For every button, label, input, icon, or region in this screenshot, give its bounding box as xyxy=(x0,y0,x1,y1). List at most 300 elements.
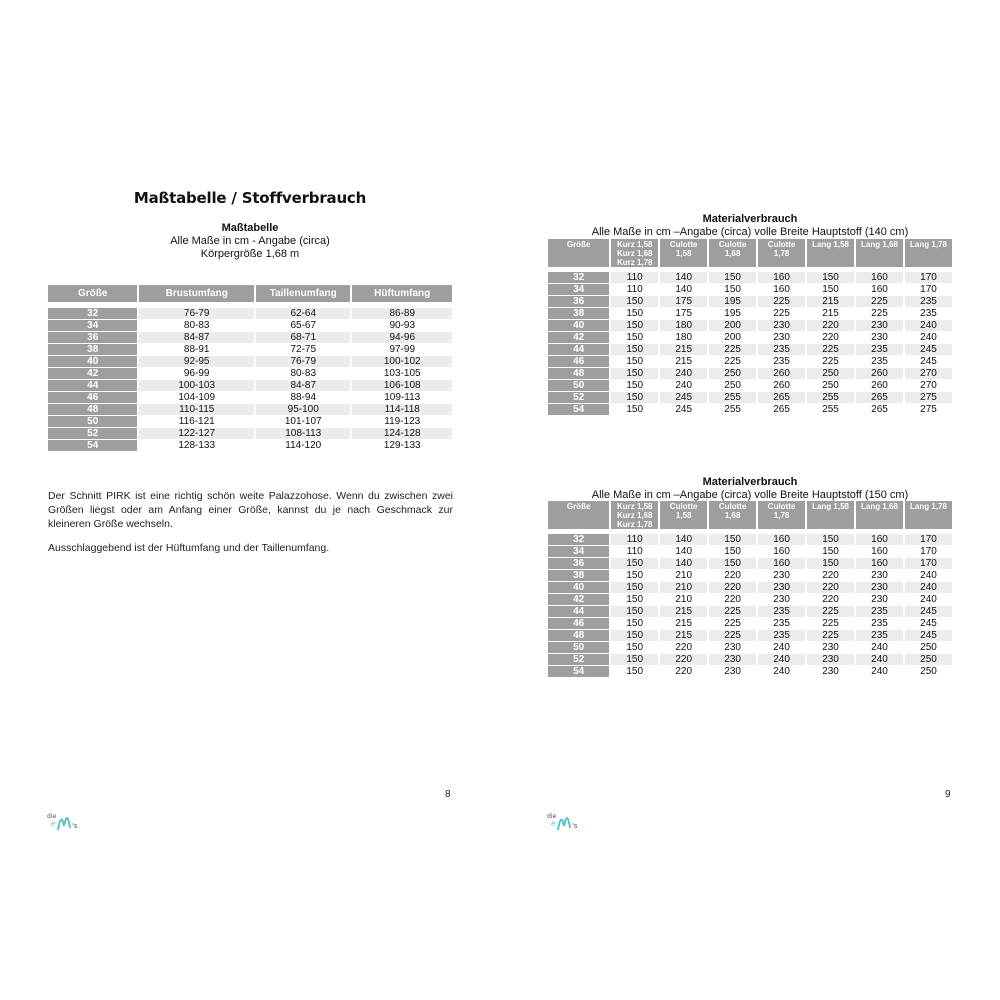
fabric-length-cell: 170 xyxy=(905,284,952,295)
column-header-line: Lang 1,68 xyxy=(861,240,898,249)
fabric-length-cell: 200 xyxy=(709,320,756,331)
fabric-length-cell: 150 xyxy=(611,344,658,355)
table-row xyxy=(548,654,952,665)
fabric-length-cell: 235 xyxy=(905,296,952,307)
fabric-length-cell: 110 xyxy=(611,534,658,545)
svg-text:die: die xyxy=(547,813,557,820)
material-column-header xyxy=(807,239,854,267)
size-cell: 44 xyxy=(48,380,137,391)
fabric-length-cell: 240 xyxy=(905,582,952,593)
fabric-length-cell: 245 xyxy=(660,392,707,403)
table-row xyxy=(548,356,952,367)
material-column-header xyxy=(709,501,756,529)
fabric-length-cell: 220 xyxy=(807,582,854,593)
waist-cell: 84-87 xyxy=(256,380,350,391)
fabric-length-cell: 210 xyxy=(660,570,707,581)
hip-cell: 119-123 xyxy=(352,416,452,427)
fabric-length-cell: 250 xyxy=(709,380,756,391)
material-column-header xyxy=(856,239,903,267)
table-row xyxy=(548,570,952,581)
fabric-length-cell: 270 xyxy=(905,380,952,391)
fabric-length-cell: 150 xyxy=(611,594,658,605)
fabric-length-cell: 240 xyxy=(856,654,903,665)
fabric-length-cell: 150 xyxy=(611,666,658,677)
note-paragraph: Ausschlaggebend ist der Hüftumfang und der Taillenumfang. xyxy=(48,542,330,554)
fabric-length-cell: 230 xyxy=(807,642,854,653)
spacer-cell xyxy=(856,530,903,533)
fabric-length-cell: 230 xyxy=(758,594,805,605)
size-cell: 48 xyxy=(48,404,137,415)
bust-cell: 84-87 xyxy=(139,332,254,343)
fabric-length-cell: 245 xyxy=(905,344,952,355)
column-header-line: Kurz 1,78 xyxy=(616,520,653,529)
fabric-length-cell: 240 xyxy=(856,666,903,677)
spacer-cell xyxy=(256,303,350,307)
spacer-cell xyxy=(905,530,952,533)
fabric-length-cell: 230 xyxy=(709,654,756,665)
fabric-length-cell: 215 xyxy=(660,344,707,355)
fabric-length-cell: 240 xyxy=(660,368,707,379)
table-row xyxy=(548,392,952,403)
size-column-header xyxy=(548,239,609,267)
size-table-heading: Maßtabelle xyxy=(221,222,279,234)
table-row xyxy=(548,582,952,593)
fabric-length-cell: 225 xyxy=(807,630,854,641)
hip-cell: 124-128 xyxy=(352,428,452,439)
material-table-1-subheading: Alle Maße in cm –Angabe (circa) volle Breite Hauptstoff (140 cm) xyxy=(591,226,909,238)
table-row xyxy=(548,618,952,629)
size-cell: 46 xyxy=(48,392,137,403)
hip-cell: 109-113 xyxy=(352,392,452,403)
hip-cell: 129-133 xyxy=(352,440,452,451)
hip-column-header: Hüftumfang xyxy=(352,285,452,302)
fabric-length-cell: 250 xyxy=(807,380,854,391)
fabric-length-cell: 150 xyxy=(611,368,658,379)
fabric-length-cell: 160 xyxy=(758,534,805,545)
size-table-body-height: Körpergröße 1,68 m xyxy=(200,248,300,260)
fabric-length-cell: 225 xyxy=(758,308,805,319)
fabric-length-cell: 275 xyxy=(905,392,952,403)
column-header-line: Lang 1,78 xyxy=(910,240,947,249)
column-header-line: Kurz 1,78 xyxy=(616,258,653,267)
fabric-length-cell: 175 xyxy=(660,296,707,307)
table-row xyxy=(548,642,952,653)
hip-cell: 103-105 xyxy=(352,368,452,379)
table-row xyxy=(548,296,952,307)
fabric-length-cell: 150 xyxy=(611,404,658,415)
waist-cell: 88-94 xyxy=(256,392,350,403)
fabric-length-cell: 150 xyxy=(709,284,756,295)
material-column-header xyxy=(611,501,658,529)
spacer-cell xyxy=(548,268,609,271)
fabric-length-cell: 140 xyxy=(660,546,707,557)
waist-cell: 76-79 xyxy=(256,356,350,367)
fabric-length-cell: 240 xyxy=(660,380,707,391)
fabric-length-cell: 250 xyxy=(709,368,756,379)
fabric-length-cell: 150 xyxy=(611,308,658,319)
size-cell: 52 xyxy=(548,654,609,665)
table-row xyxy=(48,368,452,379)
fabric-length-cell: 215 xyxy=(660,618,707,629)
fabric-length-cell: 235 xyxy=(856,344,903,355)
size-cell: 54 xyxy=(548,404,609,415)
fabric-length-cell: 150 xyxy=(611,606,658,617)
fabric-length-cell: 220 xyxy=(807,320,854,331)
fabric-length-cell: 110 xyxy=(611,284,658,295)
spacer-cell xyxy=(660,530,707,533)
size-cell: 54 xyxy=(548,666,609,677)
size-cell: 40 xyxy=(548,320,609,331)
table-row xyxy=(48,320,452,331)
fabric-length-cell: 140 xyxy=(660,534,707,545)
material-column-header xyxy=(758,239,805,267)
fabric-length-cell: 220 xyxy=(807,570,854,581)
table-row xyxy=(548,630,952,641)
fabric-length-cell: 225 xyxy=(807,344,854,355)
fabric-length-cell: 160 xyxy=(758,546,805,557)
bust-cell: 96-99 xyxy=(139,368,254,379)
bust-cell: 110-115 xyxy=(139,404,254,415)
column-header-line: Kurz 1,58 xyxy=(616,240,653,249)
fabric-length-cell: 160 xyxy=(856,546,903,557)
waist-cell: 80-83 xyxy=(256,368,350,379)
size-cell: 32 xyxy=(548,534,609,545)
column-header-line: Kurz 1,68 xyxy=(616,249,653,258)
column-header-line: Kurz 1,68 xyxy=(616,511,653,520)
fabric-length-cell: 225 xyxy=(856,308,903,319)
size-cell: 38 xyxy=(48,344,137,355)
size-cell: 50 xyxy=(548,642,609,653)
size-cell: 34 xyxy=(548,546,609,557)
fabric-length-cell: 210 xyxy=(660,582,707,593)
fabric-length-cell: 260 xyxy=(856,380,903,391)
svg-text:'s: 's xyxy=(72,822,78,830)
bust-column-header: Brustumfang xyxy=(139,285,254,302)
spacer-cell xyxy=(611,268,658,271)
table-row xyxy=(548,272,952,283)
size-cell: 40 xyxy=(548,582,609,593)
fabric-length-cell: 220 xyxy=(660,654,707,665)
table-row xyxy=(48,416,452,427)
table-row xyxy=(48,332,452,343)
fabric-length-cell: 235 xyxy=(758,356,805,367)
fabric-length-cell: 225 xyxy=(709,356,756,367)
size-cell: 48 xyxy=(548,630,609,641)
fabric-length-cell: 250 xyxy=(905,666,952,677)
fabric-length-cell: 200 xyxy=(709,332,756,343)
fabric-length-cell: 160 xyxy=(758,272,805,283)
fabric-length-cell: 225 xyxy=(758,296,805,307)
fabric-length-cell: 225 xyxy=(709,618,756,629)
fabric-length-cell: 230 xyxy=(758,332,805,343)
column-header-line: Größe xyxy=(566,240,591,249)
bust-cell: 104-109 xyxy=(139,392,254,403)
material-column-header xyxy=(660,501,707,529)
fabric-length-cell: 150 xyxy=(611,296,658,307)
spacer-cell xyxy=(905,268,952,271)
table-row xyxy=(548,606,952,617)
fabric-length-cell: 255 xyxy=(709,392,756,403)
fabric-length-cell: 195 xyxy=(709,296,756,307)
size-cell: 36 xyxy=(548,296,609,307)
size-cell: 42 xyxy=(548,594,609,605)
fabric-length-cell: 240 xyxy=(758,642,805,653)
spacer-cell xyxy=(611,530,658,533)
fabric-length-cell: 180 xyxy=(660,332,707,343)
table-row xyxy=(548,308,952,319)
fabric-length-cell: 215 xyxy=(807,308,854,319)
fabric-length-cell: 240 xyxy=(905,320,952,331)
fabric-length-cell: 255 xyxy=(807,392,854,403)
size-cell: 46 xyxy=(548,356,609,367)
size-cell: 44 xyxy=(548,606,609,617)
column-header-line: Culotte xyxy=(669,502,698,511)
fabric-length-cell: 160 xyxy=(856,272,903,283)
size-cell: 40 xyxy=(48,356,137,367)
fabric-length-cell: 235 xyxy=(758,606,805,617)
hip-cell: 94-96 xyxy=(352,332,452,343)
table-row xyxy=(48,344,452,355)
size-table-header xyxy=(100,222,400,261)
fabric-length-cell: 230 xyxy=(856,320,903,331)
table-spacer xyxy=(48,303,452,307)
column-header-line: Lang 1,68 xyxy=(861,502,898,511)
material-table-1-header xyxy=(540,213,960,239)
size-cell: 32 xyxy=(48,308,137,319)
waist-column-header: Taillenumfang xyxy=(256,285,350,302)
fabric-length-cell: 240 xyxy=(758,654,805,665)
fabric-length-cell: 150 xyxy=(611,380,658,391)
waist-cell: 62-64 xyxy=(256,308,350,319)
fabric-length-cell: 220 xyxy=(660,666,707,677)
waist-cell: 108-113 xyxy=(256,428,350,439)
size-cell: 32 xyxy=(548,272,609,283)
table-row xyxy=(548,594,952,605)
fabric-length-cell: 235 xyxy=(905,308,952,319)
column-header-line: Lang 1,78 xyxy=(910,502,947,511)
hip-cell: 114-118 xyxy=(352,404,452,415)
fabric-length-cell: 215 xyxy=(660,630,707,641)
table-row xyxy=(548,320,952,331)
column-header-line: 1,68 xyxy=(724,511,741,520)
svg-text:'s: 's xyxy=(572,822,578,830)
material-column-header xyxy=(709,239,756,267)
fabric-length-cell: 150 xyxy=(611,654,658,665)
fabric-length-cell: 150 xyxy=(709,272,756,283)
material-column-header xyxy=(758,501,805,529)
fabric-length-cell: 235 xyxy=(758,344,805,355)
fabric-length-cell: 110 xyxy=(611,272,658,283)
fabric-length-cell: 110 xyxy=(611,546,658,557)
fabric-length-cell: 230 xyxy=(758,582,805,593)
spacer-cell xyxy=(856,268,903,271)
fabric-length-cell: 225 xyxy=(709,344,756,355)
size-cell: 38 xyxy=(548,570,609,581)
size-cell: 34 xyxy=(548,284,609,295)
fabric-length-cell: 170 xyxy=(905,272,952,283)
bust-cell: 100-103 xyxy=(139,380,254,391)
table-row xyxy=(48,440,452,451)
fabric-length-cell: 250 xyxy=(807,368,854,379)
fabric-length-cell: 240 xyxy=(758,666,805,677)
fabric-length-cell: 220 xyxy=(709,582,756,593)
column-header-line: Culotte xyxy=(718,240,747,249)
fabric-length-cell: 270 xyxy=(905,368,952,379)
fabric-length-cell: 245 xyxy=(905,606,952,617)
fabric-length-cell: 240 xyxy=(905,332,952,343)
column-header-line: Culotte xyxy=(767,240,796,249)
material-table-2-subheading: Alle Maße in cm –Angabe (circa) volle Breite Hauptstoff (150 cm) xyxy=(591,489,909,501)
column-header-line: 1,68 xyxy=(724,249,741,258)
material-column-header xyxy=(856,501,903,529)
size-cell: 42 xyxy=(48,368,137,379)
size-table xyxy=(46,284,454,452)
waist-cell: 68-71 xyxy=(256,332,350,343)
fabric-length-cell: 150 xyxy=(709,558,756,569)
fabric-length-cell: 240 xyxy=(905,570,952,581)
size-cell: 48 xyxy=(548,368,609,379)
size-cell: 50 xyxy=(548,380,609,391)
size-cell: 52 xyxy=(548,392,609,403)
spacer-cell xyxy=(352,303,452,307)
hip-cell: 86-89 xyxy=(352,308,452,319)
fabric-length-cell: 230 xyxy=(709,666,756,677)
fabric-length-cell: 230 xyxy=(807,654,854,665)
table-row xyxy=(548,558,952,569)
fabric-length-cell: 160 xyxy=(856,534,903,545)
svg-text:e: e xyxy=(51,819,56,828)
fabric-length-cell: 150 xyxy=(611,630,658,641)
table-row xyxy=(48,392,452,403)
fabric-length-cell: 210 xyxy=(660,594,707,605)
table-row xyxy=(548,534,952,545)
fabric-length-cell: 225 xyxy=(807,356,854,367)
fabric-length-cell: 150 xyxy=(611,332,658,343)
table-spacer xyxy=(548,530,952,533)
fabric-length-cell: 150 xyxy=(611,642,658,653)
fabric-length-cell: 225 xyxy=(807,606,854,617)
fabric-length-cell: 255 xyxy=(709,404,756,415)
spacer-cell xyxy=(807,530,854,533)
table-row xyxy=(548,284,952,295)
fabric-length-cell: 170 xyxy=(905,558,952,569)
fabric-length-cell: 150 xyxy=(611,392,658,403)
size-cell: 46 xyxy=(548,618,609,629)
fabric-length-cell: 220 xyxy=(660,642,707,653)
size-cell: 52 xyxy=(48,428,137,439)
fabric-length-cell: 150 xyxy=(709,534,756,545)
material-table-2-heading: Materialverbrauch xyxy=(702,476,798,488)
fabric-length-cell: 245 xyxy=(905,356,952,367)
table-row xyxy=(48,380,452,391)
hip-cell: 97-99 xyxy=(352,344,452,355)
column-header-line: Culotte xyxy=(718,502,747,511)
size-cell: 54 xyxy=(48,440,137,451)
fabric-length-cell: 220 xyxy=(807,594,854,605)
table-row xyxy=(548,380,952,391)
fabric-length-cell: 150 xyxy=(611,618,658,629)
fabric-length-cell: 140 xyxy=(660,558,707,569)
bust-cell: 128-133 xyxy=(139,440,254,451)
fabric-length-cell: 255 xyxy=(807,404,854,415)
fabric-length-cell: 170 xyxy=(905,546,952,557)
brand-logo xyxy=(546,808,586,836)
fabric-length-cell: 230 xyxy=(709,642,756,653)
page-right xyxy=(500,0,1000,1000)
fabric-length-cell: 265 xyxy=(758,404,805,415)
fabric-length-cell: 265 xyxy=(856,404,903,415)
bust-cell: 92-95 xyxy=(139,356,254,367)
fabric-length-cell: 225 xyxy=(709,606,756,617)
bust-cell: 88-91 xyxy=(139,344,254,355)
size-cell: 36 xyxy=(548,558,609,569)
material-column-header xyxy=(611,239,658,267)
page-title: Maßtabelle / Stoffverbrauch xyxy=(133,189,367,207)
table-row xyxy=(48,404,452,415)
table-row xyxy=(48,356,452,367)
fabric-length-cell: 150 xyxy=(807,558,854,569)
column-header-line: Lang 1,58 xyxy=(812,502,849,511)
material-column-header xyxy=(905,501,952,529)
fabric-length-cell: 225 xyxy=(807,618,854,629)
fabric-length-cell: 245 xyxy=(905,630,952,641)
fabric-length-cell: 230 xyxy=(758,320,805,331)
fabric-length-cell: 225 xyxy=(709,630,756,641)
bust-cell: 122-127 xyxy=(139,428,254,439)
fabric-length-cell: 180 xyxy=(660,320,707,331)
fabric-length-cell: 275 xyxy=(905,404,952,415)
bust-cell: 80-83 xyxy=(139,320,254,331)
column-header-line: 1,58 xyxy=(675,249,692,258)
material-column-header xyxy=(905,239,952,267)
fabric-length-cell: 150 xyxy=(709,546,756,557)
spacer-cell xyxy=(758,530,805,533)
table-row xyxy=(548,546,952,557)
material-table-1-heading: Materialverbrauch xyxy=(702,213,798,225)
svg-text:die: die xyxy=(47,813,57,820)
fabric-length-cell: 215 xyxy=(807,296,854,307)
fabric-length-cell: 245 xyxy=(660,404,707,415)
fabric-length-cell: 220 xyxy=(807,332,854,343)
fabric-length-cell: 240 xyxy=(856,642,903,653)
fabric-length-cell: 150 xyxy=(611,582,658,593)
fabric-length-cell: 220 xyxy=(709,570,756,581)
spacer-cell xyxy=(709,530,756,533)
size-cell: 44 xyxy=(548,344,609,355)
column-header-line: 1,78 xyxy=(773,249,790,258)
spacer-cell xyxy=(48,303,137,307)
size-cell: 50 xyxy=(48,416,137,427)
fabric-length-cell: 150 xyxy=(807,534,854,545)
spacer-cell xyxy=(548,530,609,533)
material-column-header xyxy=(807,501,854,529)
bust-cell: 116-121 xyxy=(139,416,254,427)
material-table-1 xyxy=(546,238,954,416)
material-table-2 xyxy=(546,500,954,678)
spacer-cell xyxy=(758,268,805,271)
fabric-length-cell: 150 xyxy=(611,356,658,367)
fabric-length-cell: 265 xyxy=(856,392,903,403)
fabric-length-cell: 230 xyxy=(856,594,903,605)
waist-cell: 114-120 xyxy=(256,440,350,451)
table-row xyxy=(548,368,952,379)
fabric-length-cell: 235 xyxy=(856,356,903,367)
waist-cell: 72-75 xyxy=(256,344,350,355)
fabric-length-cell: 240 xyxy=(905,594,952,605)
column-header-line: Culotte xyxy=(669,240,698,249)
size-cell: 42 xyxy=(548,332,609,343)
spacer-cell xyxy=(807,268,854,271)
